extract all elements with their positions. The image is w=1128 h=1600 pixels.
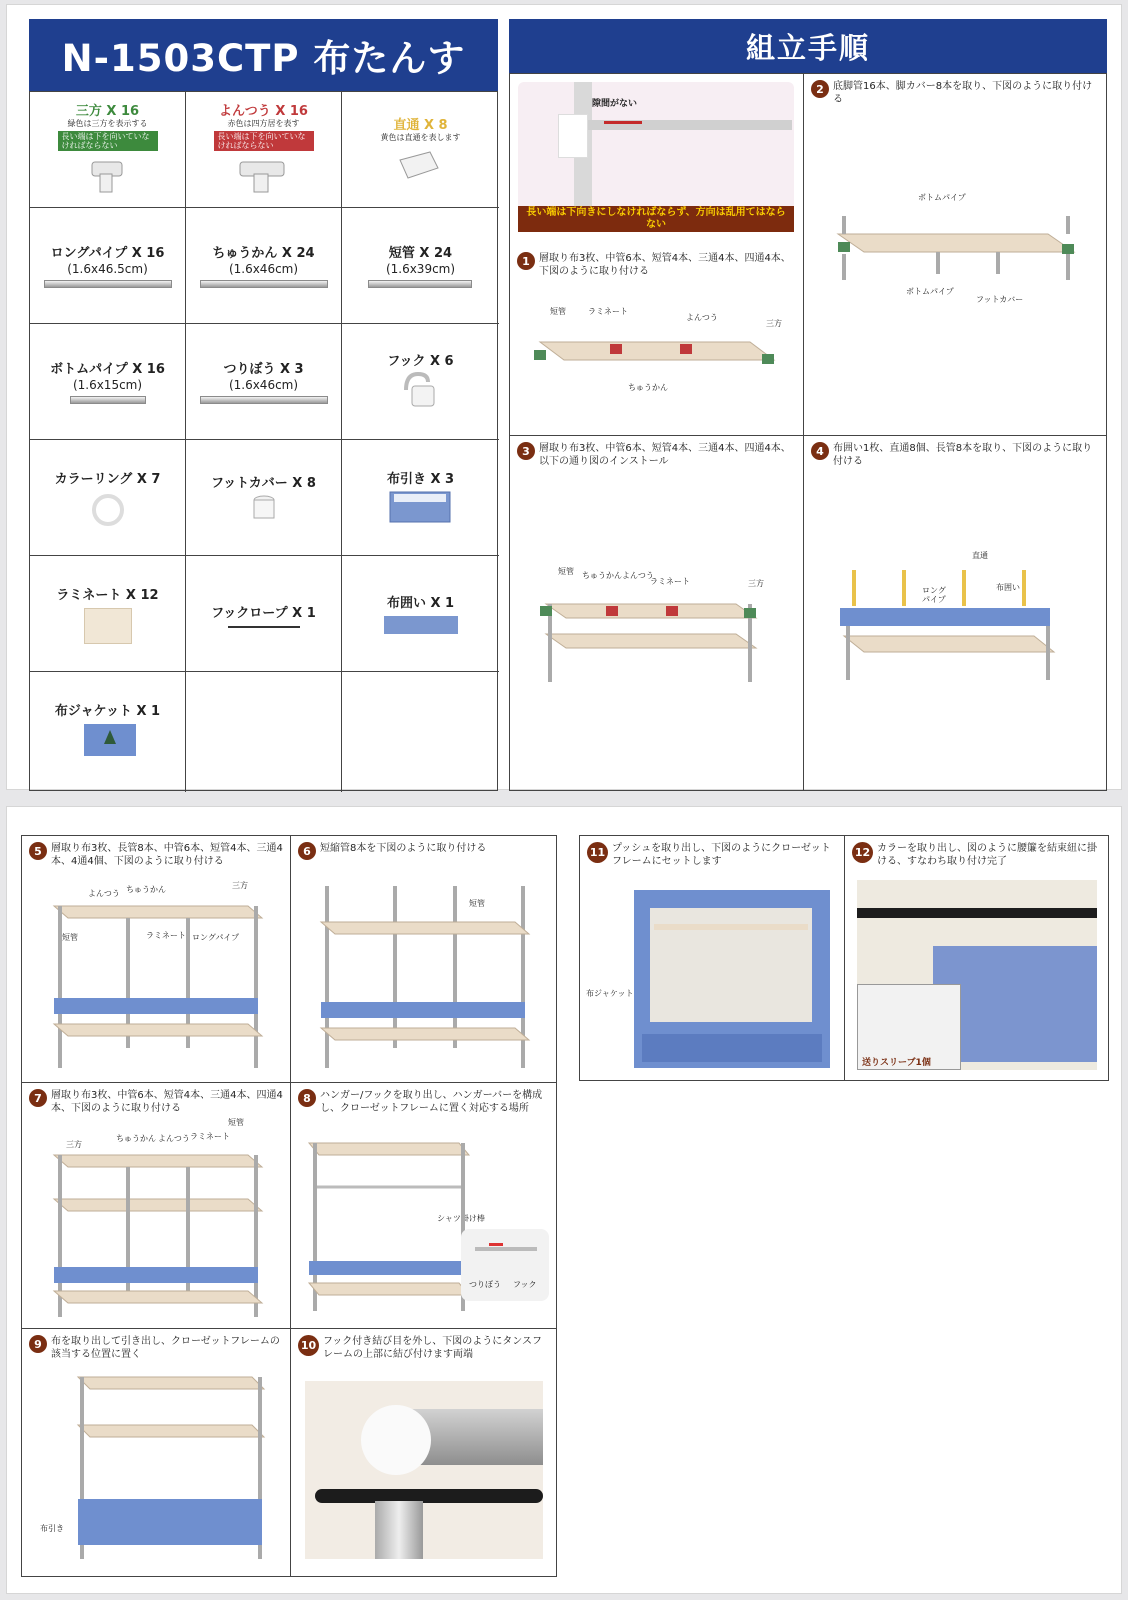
step-number: 1: [517, 252, 535, 270]
callout: よんつう: [686, 313, 718, 322]
callout: ちゅうかん: [628, 383, 668, 392]
pipe-image: [200, 280, 328, 288]
drawer-image: [642, 1034, 822, 1062]
part-tankan: [342, 208, 499, 324]
callout: 三方: [232, 881, 248, 890]
step-text: 層取り布3枚、中管6本、短管4本、三通4本、四通4本、以下の通り図のインストール: [539, 443, 791, 467]
part-name: フック X 6: [387, 354, 454, 369]
callout: 短管: [228, 1118, 244, 1127]
callout: 短管: [558, 567, 574, 576]
part-name: 三方 X 16: [75, 104, 140, 119]
pipe-image: [70, 396, 146, 404]
inset-detail: [461, 1229, 549, 1301]
ring-icon: [90, 492, 126, 528]
callout: フック: [513, 1280, 537, 1289]
part-yontsu: [186, 92, 342, 208]
step-text: 層取り布3枚、長管8本、中管6本、短管4本、三通4本、4通4個、下図のように取り付ける: [51, 843, 283, 867]
arrow-icon: [604, 121, 642, 124]
drawer-icon: [388, 490, 452, 526]
callout: 三方: [66, 1140, 82, 1149]
step-number: 7: [29, 1089, 47, 1107]
warning-banner: 長い端は下向きにしなければならず、方向は乱用てはならない: [518, 206, 794, 232]
callout: ちゅうかん: [126, 885, 166, 894]
parts-sheet: [6, 4, 1122, 790]
step-number: 10: [298, 1335, 319, 1356]
rod-image: [857, 908, 1097, 918]
part-color-ring: [30, 440, 186, 556]
panel-step-3: [509, 436, 804, 791]
part-name: ラミネート X 12: [56, 588, 159, 603]
arrow-icon: [489, 1243, 503, 1246]
part-name: フックロープ X 1: [211, 606, 316, 621]
callout: 直通: [972, 551, 988, 560]
step-text: 短縮管8本を下図のように取り付ける: [320, 843, 487, 854]
step-number: 12: [852, 842, 873, 863]
step-text: 底脚管16本、脚カバー8本を取り、下図のように取り付ける: [833, 81, 1093, 105]
callout: ラミネート: [190, 1132, 230, 1141]
part-dimension: (1.6x39cm): [385, 262, 456, 276]
laminate-image: [84, 608, 132, 644]
note-box: [518, 82, 794, 232]
callout: ちゅうかん: [116, 1134, 156, 1143]
panel-step-11: [579, 835, 845, 1081]
empty-cell: [342, 672, 499, 792]
jacket-icon: [82, 722, 138, 760]
callout: ボトムパイプ: [906, 287, 954, 296]
panel-step-9: [21, 1329, 291, 1577]
fabric-jacket-image: [634, 890, 830, 1068]
step-text: フック付き結び目を外し、下図のようにタンスフレームの上部に結び付けます両端: [323, 1336, 542, 1360]
step-number: 11: [587, 842, 608, 863]
part-chokutsu: [342, 92, 499, 208]
step-text: プッシュを取り出し、下図のようにクローゼットフレームにセットします: [612, 843, 831, 867]
part-name: ロングパイプ X 16: [50, 246, 165, 261]
bar-image: [475, 1247, 537, 1251]
part-name: 布囲い X 1: [386, 596, 455, 611]
inset-photo: [857, 984, 961, 1070]
part-fabric-jacket: [30, 672, 186, 792]
part-name: 短管 X 24: [388, 246, 453, 261]
pipe-image: [44, 280, 172, 288]
callout: 短管: [62, 933, 78, 942]
callout: よんつう: [158, 1134, 190, 1143]
part-name: フットカバー X 8: [211, 476, 316, 491]
part-foot-cover: [186, 440, 342, 556]
rack-illustration: [72, 1369, 272, 1569]
callout: つりぼう: [469, 1280, 501, 1289]
part-warning-tag: 長い端は下を向いていなければならない: [58, 131, 158, 151]
callout: よんつう: [88, 889, 120, 898]
rope-image: [315, 1489, 543, 1503]
step-text: カラーを取り出し、図のように腰簾を結束紐に掛ける、すなわち取り付け完了: [877, 843, 1097, 867]
part-fabric-wrap: [342, 556, 499, 672]
panel-step-6: [291, 835, 557, 1083]
callout: よんつう: [622, 571, 654, 580]
pipe-image: [200, 396, 328, 404]
step-number: 3: [517, 442, 535, 460]
step-text: 布囲い1枚、直通8個、長管8本を取り、下図のように取り付ける: [833, 443, 1093, 467]
part-hook: [342, 324, 499, 440]
callout: 布ジャケット: [586, 989, 634, 998]
part-name: 布引き X 3: [386, 472, 455, 487]
part-warning-tag: 長い端は下を向いていなければならない: [214, 131, 314, 151]
callout: ラミネート: [588, 307, 628, 316]
two-shelf-illustration: [536, 588, 766, 686]
part-dimension: (1.6x46.5cm): [67, 262, 148, 276]
panel-step-12: [845, 835, 1109, 1081]
part-drawer: [342, 440, 499, 556]
step-text: 布を取り出して引き出し、クローゼットフレームの該当する位置に置く: [51, 1336, 280, 1360]
part-name: つりぼう X 3: [223, 362, 304, 377]
step-number: 5: [29, 842, 47, 860]
connector-image: [361, 1405, 431, 1475]
part-name: ボトムパイプ X 16: [50, 362, 165, 377]
part-name: カラーリング X 7: [54, 472, 161, 487]
step-number: 9: [29, 1335, 47, 1353]
part-dimension: (1.6x46cm): [228, 378, 299, 392]
part-tsuribou: [186, 324, 342, 440]
part-dimension: (1.6x15cm): [72, 378, 143, 392]
part-chuukan: [186, 208, 342, 324]
connector-image: [558, 114, 588, 158]
hook-icon: [396, 368, 444, 412]
part-note: 黄色は直通を表します: [380, 133, 461, 142]
callout: シャツ掛け棒: [437, 1214, 485, 1223]
part-dimension: (1.6x46cm): [228, 262, 299, 276]
pole-image: [375, 1501, 423, 1559]
step-text: ハンガー/フックを取り出し、ハンガーバーを構成し、クローゼットフレームに置く対応する場所: [320, 1090, 543, 1114]
part-name: ちゅうかん X 24: [212, 246, 315, 261]
panel-step-1: [509, 73, 804, 436]
part-hook-rope: [186, 556, 342, 672]
callout: 短管: [469, 899, 485, 908]
rack-illustration: [303, 1135, 473, 1321]
chokutsu-connector-icon: [394, 150, 444, 182]
rack-illustration: [48, 1147, 268, 1323]
step-number: 4: [811, 442, 829, 460]
foot-cover-icon: [250, 494, 278, 524]
panel-step-8: [291, 1083, 557, 1329]
callout: ロングパイプ: [192, 933, 240, 942]
product-title: N-1503CTP 布たんす: [29, 19, 498, 91]
callout: 布引き: [40, 1524, 64, 1533]
yontsu-connector-icon: [238, 156, 288, 196]
shelf-image: [654, 924, 808, 930]
parts-grid: [29, 91, 498, 791]
step-text: 層取り布3枚、中管6本、短管4本、三通4本、四通4本、下図のように取り付ける: [51, 1090, 283, 1114]
callout: 短管: [550, 307, 566, 316]
rack-illustration: [48, 898, 268, 1078]
panel-step-7: [21, 1083, 291, 1329]
part-note: 赤色は四方居を表す: [227, 119, 300, 128]
photo-curtain-rings: [857, 880, 1097, 1070]
step-number: 6: [298, 842, 316, 860]
empty-cell: [186, 672, 342, 792]
callout: ちゅうかん: [582, 571, 622, 580]
panel-step-2: [804, 73, 1107, 436]
callout: ラミネート: [146, 931, 186, 940]
step-number: 2: [811, 80, 829, 98]
callout: 三方: [748, 579, 764, 588]
step-number: 8: [298, 1089, 316, 1107]
part-sanpo: [30, 92, 186, 208]
no-gap-label: 隙間がない: [592, 99, 638, 109]
fabric-wrap-image: [384, 616, 458, 634]
callout: 布囲い: [996, 583, 1020, 592]
callout: フットカバー: [976, 295, 1024, 304]
step-text: 層取り布3枚、中管6本、短管4本、三通4本、四通4本、下図のように取り付ける: [539, 253, 791, 277]
shelf-base-illustration: [818, 214, 1094, 286]
steps-title: 組立手順: [509, 19, 1107, 73]
part-name: 布ジャケット X 1: [54, 704, 161, 719]
part-note: 緑色は三方を表示する: [67, 119, 148, 128]
part-bottom-pipe: [30, 324, 186, 440]
part-name: よんつう X 16: [219, 104, 308, 119]
panel-step-5: [21, 835, 291, 1083]
part-long-pipe: [30, 208, 186, 324]
sanpo-connector-icon: [88, 156, 128, 196]
pipe-image: [368, 280, 472, 288]
callout: ロング パイプ: [922, 586, 946, 604]
rope-image: [228, 626, 300, 628]
panel-step-10: [291, 1329, 557, 1577]
photo-rope-knot: [305, 1381, 543, 1559]
shelf-illustration: [530, 324, 780, 378]
callout: ボトムパイプ: [918, 193, 966, 202]
callout: 三方: [766, 319, 782, 328]
panel-step-4: [804, 436, 1107, 791]
callout: 送りスリーブ1個: [862, 1058, 931, 1068]
steps-sheet: [6, 806, 1122, 1594]
rack-illustration: [315, 882, 535, 1078]
callout: ラミネート: [650, 577, 690, 586]
part-name: 直通 X 8: [393, 118, 448, 133]
part-laminate: [30, 556, 186, 672]
fabric-wrap-illustration: [834, 566, 1074, 686]
